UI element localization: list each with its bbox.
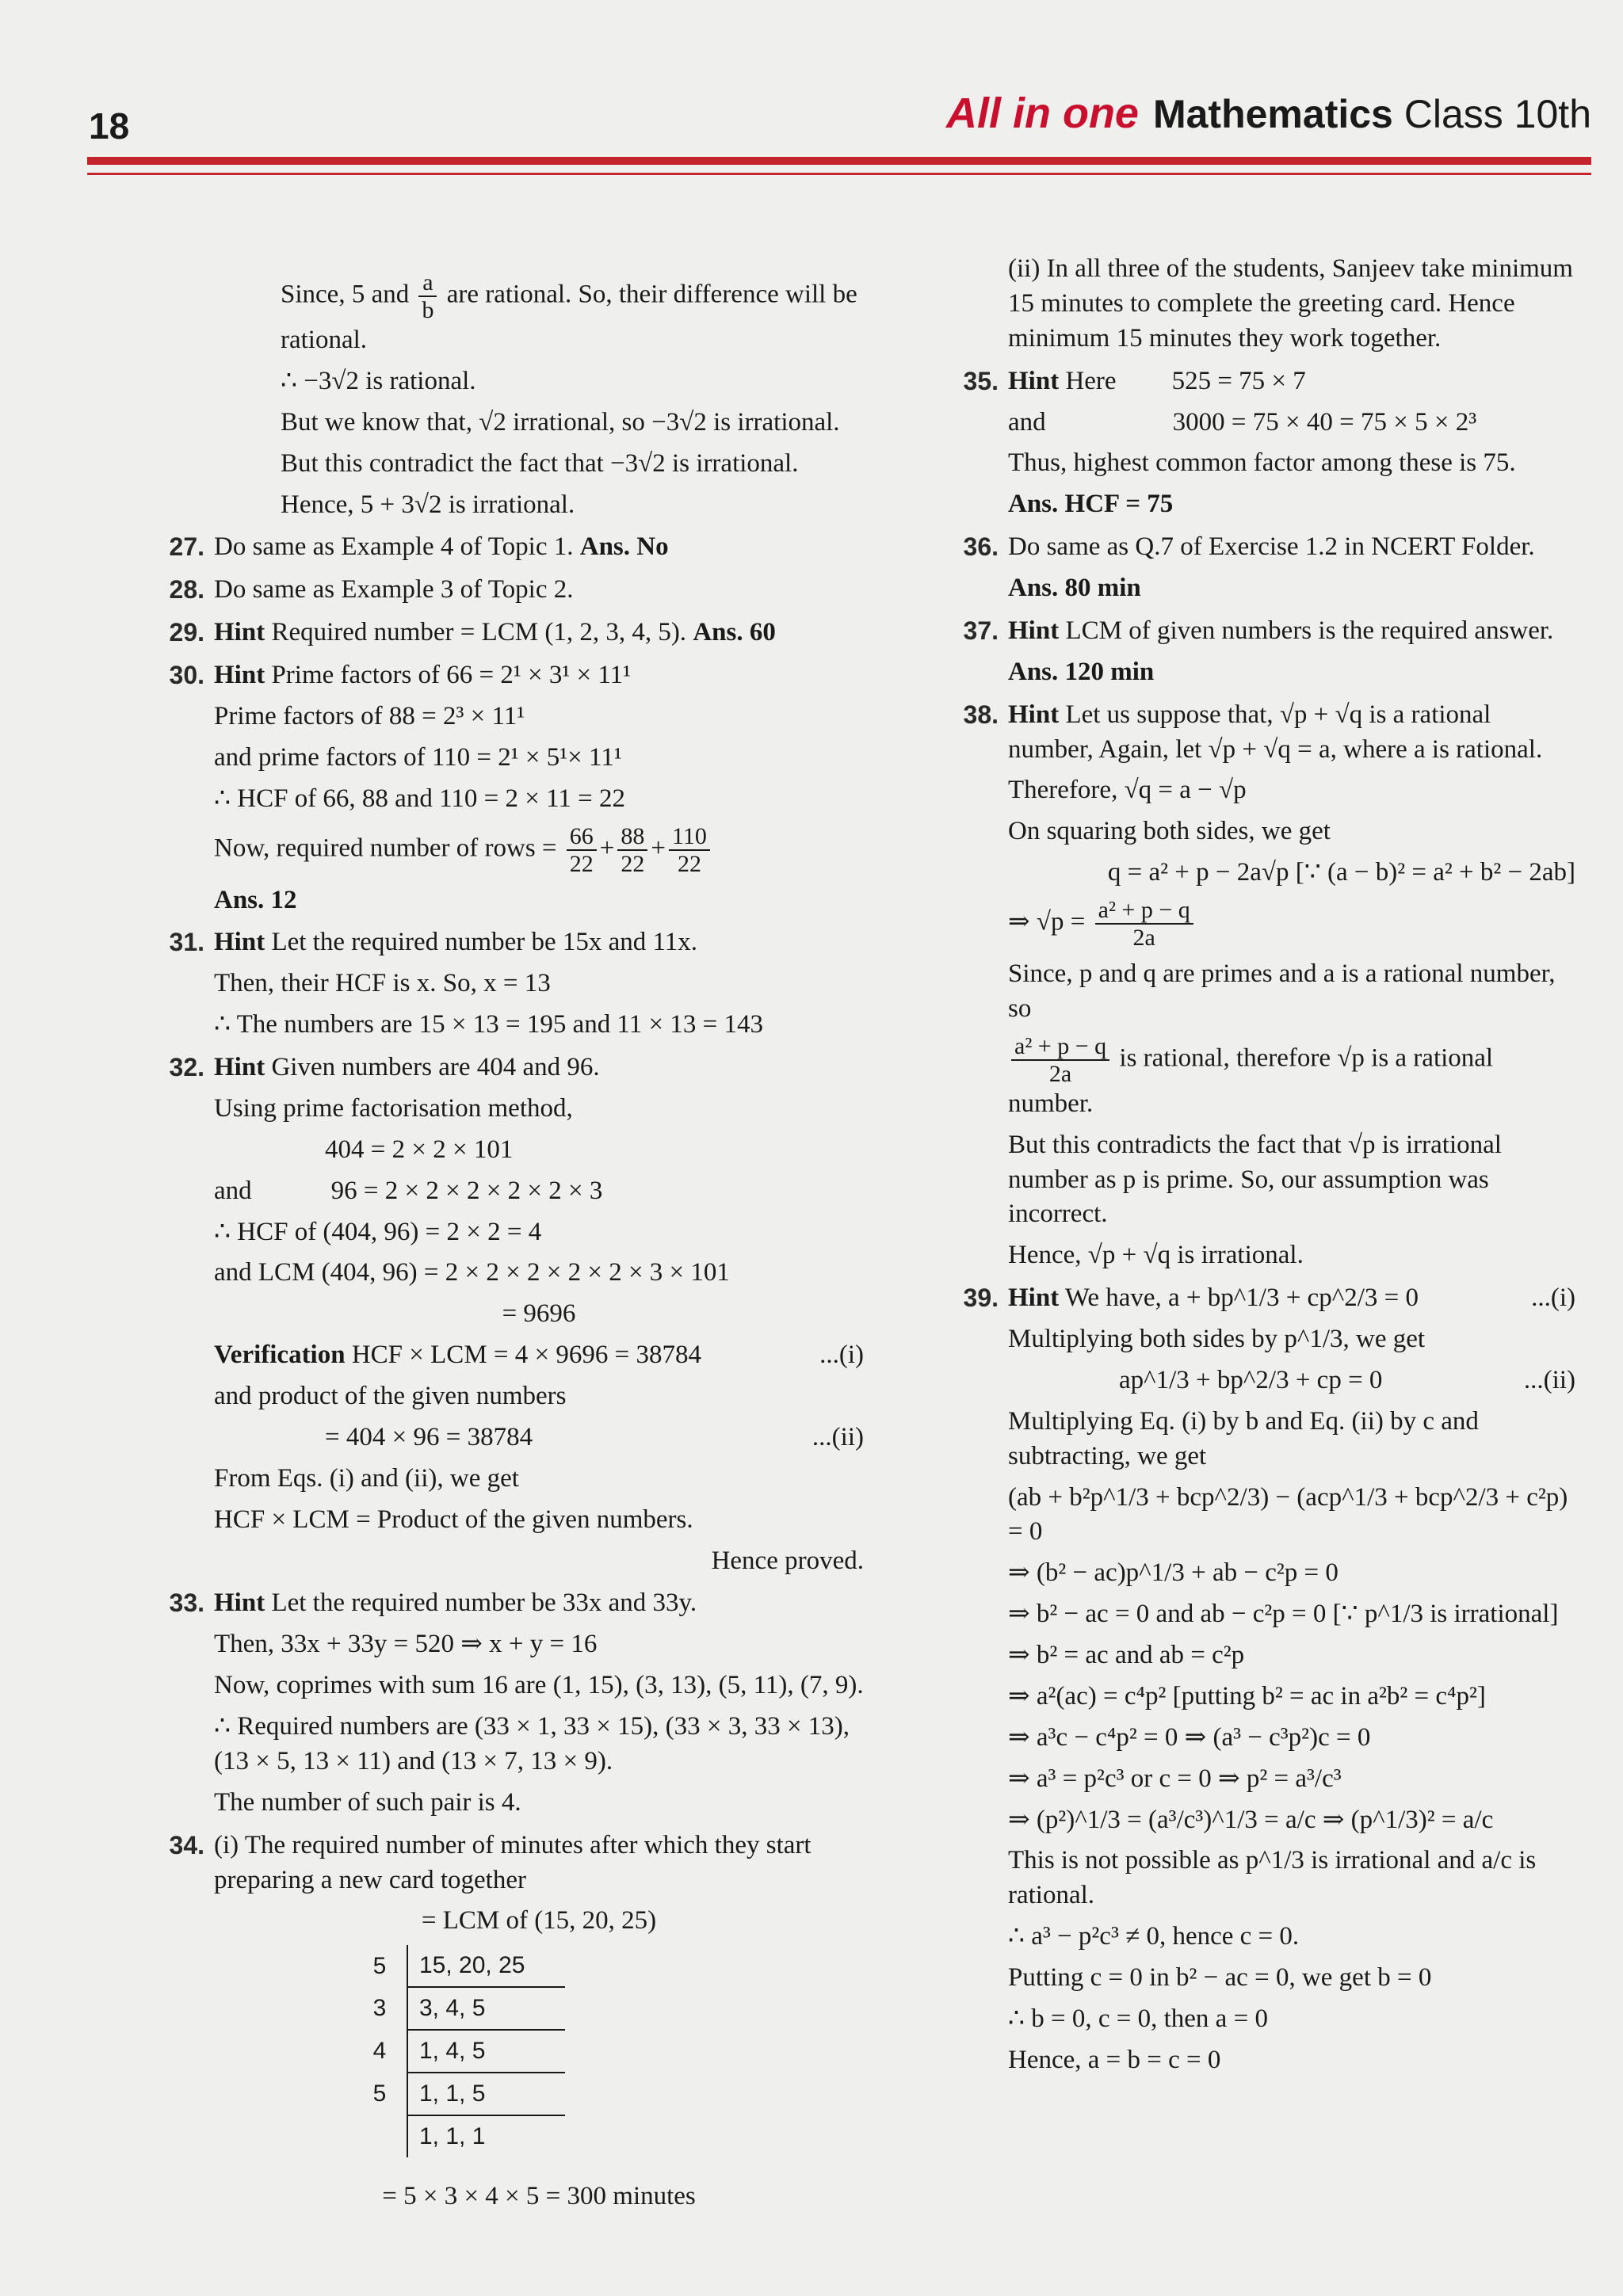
q26-line-1: Since, 5 and $\frac{a}{b}$ are rational. So, their difference will be rational. [281,269,857,354]
division-row: 4 1, 4, 5 [353,2030,565,2073]
q38-sqrt-p-fraction: ⇒ √p = $\frac{\text{a² + p − q}}{2a}$ [1008,897,1575,951]
question-32: 32. Hint Given numbers are 404 and 96. Using prime factorisation method, 404 = 2 × 2 × 101 and 96 = 2 × 2 × 2 × 2 × 2 × 3 ∴ HCF of (404, 96) = 2 × 2 = 4 and LCM (404, 96) = 2 × 2 × 2 × 2 × 2 × 3 × 101 = 9696 Verification HCF × LCM = 4 × 9696 = 38784 ...(i) and product of the given numbers = 404 × 96 = 38784 ...(ii) From Eqs. (i) and (ii), we get HCF × LCM = Product of the given numbers. Hence proved. [169,1053,864,1575]
q26-line-5: Hence, 5 + 3√2 is irrational. [281,490,575,519]
question-33: 33. Hint Let the required number be 33x and 33y. Then, 33x + 33y = 520 ⇒ x + y = 16 Now, coprimes with sum 16 are (1, 15), (3, 13), (5, 11), (7, 9). ∴ Required numbers are (33 × 1, 33 × 15), (33 × 3, 33 × 13), (13 × 5, 13 × 11) and (13 × 7, 13 × 9). The number of such pair is 4. [169,1589,864,1817]
q26-continuation [147,269,864,522]
q26-line-4: But this contradict the fact that −3√2 is irrational. [281,448,799,478]
q26-fraction: $\frac{a}{b}$ [418,269,437,323]
lcm-division-table [353,1945,565,2157]
question-36: 36. Do same as Q.7 of Exercise 1.2 in NCERT Folder. Ans. 80 min [963,532,1535,602]
division-row: 5 15, 20, 25 [353,1945,565,1987]
question-29: 29. Hint Required number = LCM (1, 2, 3, 4, 5). Ans. 60 [169,618,776,647]
header-rule-thin [87,173,1591,175]
q30-rows-line: Now, required number of rows = $\frac{66}{22}$ + $\frac{88}{22}$ + $\frac{110}{22}$ [214,823,864,877]
question-37: 37. Hint LCM of given numbers is the required answer. Ans. 120 min [963,616,1554,686]
question-35: 35. Hint Here 525 = 75 × 7 and 3000 = 75 × 40 = 75 × 5 × 2³ Thus, highest common factor among these is 75. Ans. HCF = 75 [963,366,1516,519]
q34-part-ii: (ii) In all three of the students, Sanjeev take minimum 15 minutes to complete the greeting card. Hence minimum 15 minutes they work together. [1008,254,1573,353]
class-label: Class 10th [1403,92,1591,136]
brand-logo: All in one [945,90,1139,137]
q26-line-2: ∴ −3√2 is rational. [281,366,476,395]
running-header [946,89,1591,138]
division-row: 3 3, 4, 5 [353,1987,565,2030]
question-31: 31. Hint Let the required number be 15x and 11x. Then, their HCF is x. So, x = 13 ∴ The numbers are 15 × 13 = 195 and 11 × 13 = 143 [169,928,763,1039]
right-column [941,252,1575,2086]
q26-line-3: But we know that, √2 irrational, so −3√2 is irrational. [281,407,840,437]
left-column [169,269,864,2222]
header-rule-thick [87,157,1591,165]
subject-title: Mathematics [1152,92,1393,136]
question-28: 28. Do same as Example 3 of Topic 2. [169,575,574,605]
question-34: 34. (i) The required number of minutes after which they start preparing a new card together = LCM of (15, 20, 25) 5 15, 20, 25 3 3, 4, 5 4 1, 4, 5 5 1, 1, 5 1, 1, 1 = 5 × 3 × 4 × 5 = 300 minutes [169,1830,812,2210]
page-number: 18 [89,105,130,147]
division-row: 1, 1, 1 [353,2115,565,2157]
question-30: 30. Hint Prime factors of 66 = 2¹ × 3¹ × 11¹ Prime factors of 88 = 2³ × 11¹ and prime factors of 110 = 2¹ × 5¹× 11¹ ∴ HCF of 66, 88 and 110 = 2 × 11 = 22 Now, required number of rows = $\frac{66}{22}$ + $\frac{88}{22}$ + $\frac{110}{22}$ Ans. 12 [147,658,864,917]
question-39: 39. Hint We have, a + bp^1/3 + cp^2/3 = 0 ...(i) Multiplying both sides by p^1/3, we get ap^1/3 + bp^2/3 + cp = 0 ...(ii) Multiplying Eq. (i) by b and Eq. (ii) by c and subtracting, we get (ab + b²p^1/3 + bcp^2/3) − (acp^1/3 + bcp^2/3 + c²p) = 0 ⇒ (b² − ac)p^1/3 + ab − c²p = 0 ⇒ b² − ac = 0 and ab − c²p = 0 [∵ p^1/3 is irrational] ⇒ b² = ac and ab = c²p ⇒ a²(ac) = c⁴p² [putting b² = ac in a²b² = c⁴p²] ⇒ a³c − c⁴p² = 0 ⇒ (a³ − c³p²)c = 0 ⇒ a³ = p²c³ or c = 0 ⇒ p² = a³/c³ ⇒ (p²)^1/3 = (a³/c³)^1/3 = a/c ⇒ (p^1/3)² = a/c This is not possible as p^1/3 is irrational and a/c is rational. ∴ a³ − p²c³ ≠ 0, hence c = 0. Putting c = 0 in b² − ac = 0, we get b = 0 ∴ b = 0, c = 0, then a = 0 Hence, a = b = c = 0 [963,1283,1575,2074]
question-27: 27. Do same as Example 4 of Topic 1. Ans. No [169,532,669,562]
q38-rational-line: $\frac{\text{a² + p − q}}{2a}$ is rational, therefore √p is a rational number. [1008,1032,1494,1118]
division-row: 5 1, 1, 5 [353,2073,565,2115]
question-38: 38. Hint Let us suppose that, √p + √q is a rational number, Again, let √p + √q = a, where a is rational. Therefore, √q = a − √p On squaring both sides, we get q = a² + p − 2a√p [∵ (a − b)² = a² + b² − 2ab] ⇒ √p = $\frac{\text{a² + p − q}}{2a}$ Since, p and q are primes and a is a rational number, so $\frac{\text{a² + p − q}}{2a}$ is rational, therefore √p is a rational number. But this contradicts the fact that √p is irrational number as p is prime. So, our assumption was incorrect. Hence, √p + √q is irrational. [963,700,1575,1270]
